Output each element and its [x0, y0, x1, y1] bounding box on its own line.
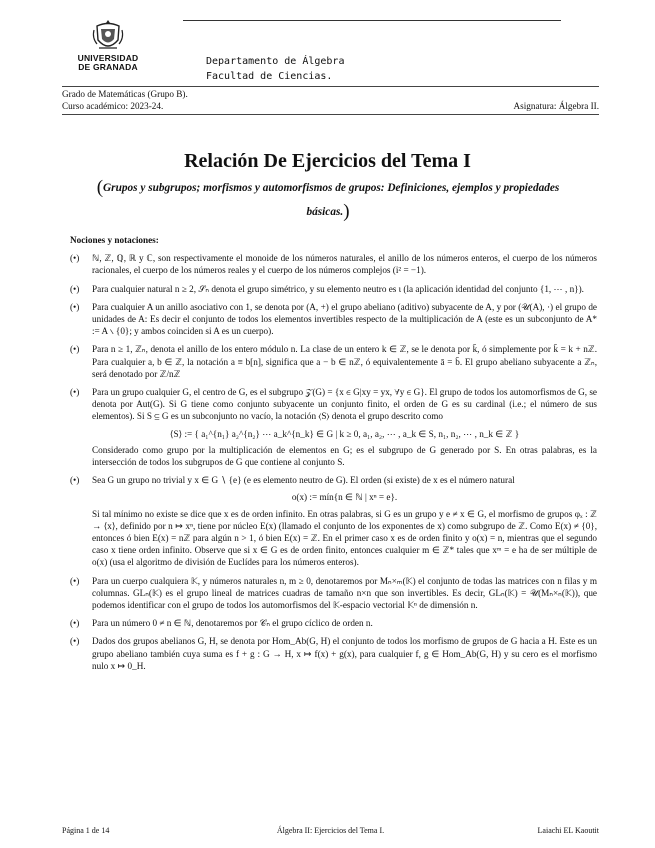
course-year-text: Curso académico: 2023-24.: [62, 101, 164, 111]
section-heading: Nociones y notaciones:: [70, 235, 159, 245]
bullet: (•): [70, 387, 80, 398]
item-text: Dados dos grupos abelianos G, H, se denota por Hom_Ab(G, H) el conjunto de todos los morfismo de grupos de G hacia a H. Este es un grupo abeliano también cuya suma es f + g : G → H, x ↦ f(x) + g(x), para cualquier f, g ∈ Hom_Ab(G, H) y su cero es el morfismo nulo x ↦ 0_H.: [92, 636, 597, 671]
university-name-line2: DE GRANADA: [78, 62, 138, 72]
top-rule: [183, 20, 561, 21]
subtitle-close-paren: ): [343, 201, 350, 222]
list-item: [70, 283, 597, 295]
document-title: Relación De Ejercicios del Tema I: [184, 150, 471, 172]
item-continuation: Considerado como grupo por la multiplicación de elementos en G; es el subgrupo de G generado por S. En otras palabras, es la intersección de todos los subgrupos de G que contiene al conjunto S.: [92, 444, 597, 468]
bullet: (•): [70, 575, 80, 586]
display-formula-generated-subgroup: ⟨S⟩ := { a₁^{n₁} a₂^{n₂} ⋯ a_k^{n_k} ∈ G | k ≥ 0, a₁, a₂, ⋯ , a_k ∈ S, n₁, n₂, ⋯ , n_k ∈ ℤ }: [169, 428, 520, 439]
item-text: ℕ, ℤ, ℚ, ℝ y ℂ, son respectivamente el monoide de los números naturales, el anillo de los números enteros, el cuerpo de los números racionales, el cuerpo de los números reales y el cuerpo de los números complejos (i² = −1).: [92, 253, 597, 276]
item-text: Para un número 0 ≠ n ∈ ℕ, denotaremos por 𝒞ₙ el grupo cíclico de orden n.: [92, 618, 373, 629]
footer-title: Álgebra II: Ejercicios del Tema I.: [276, 826, 385, 835]
list-item: [70, 635, 597, 672]
item-text: Para un cuerpo cualquiera 𝕂, y números naturales n, m ≥ 0, denotaremos por Mₙ×ₘ(𝕂) el conjunto de todas las matrices con n filas y m columnas. GLₙ(𝕂) es el grupo lineal de matrices cuadras de tamaño n×n que son invertibles. Es decir, GLₙ(𝕂) = 𝒰(Mₙ×ₙ(𝕂)), que podemos identificar con el grupo de todos los automorfismos del 𝕂-espacio vectorial 𝕂ⁿ de dimensión n.: [92, 575, 597, 611]
subtitle-open-paren: (: [96, 177, 104, 198]
list-item: [70, 474, 597, 486]
degree-line: [62, 89, 599, 100]
degree-text: Grado de Matemáticas (Grupo B).: [62, 89, 188, 99]
department-name: Departamento de Álgebra: [206, 56, 345, 67]
display-formula-order: o(x) := mín{n ∈ ℕ | xⁿ = e}.: [291, 492, 398, 503]
list-item: [70, 575, 597, 612]
university-logo: [72, 18, 144, 72]
header-rule-bottom: [62, 114, 599, 115]
list-item: [70, 343, 597, 380]
university-name-line1: UNIVERSIDAD: [77, 53, 139, 63]
item-continuation: Si tal mínimo no existe se dice que x es de orden infinito. En otras palabras, si G es un grupo y e ≠ x ∈ G, el morfismo de grupos φₓ : ℤ → ⟨x⟩, definido por n ↦ xⁿ, tiene por núcleo E(x) (llamado el conjunto de los exponentes de x) como subgrupo de ℤ. Como E(x) ≠ {0}, entonces ó bien E(x) = nℤ para algún n > 1, ó bien E(x) = ℤ. En el primer caso x es de orden finito y o(x) = n, mientras que el segundo caso x tiene orden infinito. Observe que si x ∈ G es de orden finito, entonces cualquier m ∈ ℤ* tales que xᵐ = e ha de ser múltiple de o(x) (usa el algoritmo de división de Euclídes para los números enteros).: [92, 508, 597, 568]
bullet: (•): [70, 344, 80, 355]
crest-icon: [91, 18, 125, 54]
department-block: [206, 54, 344, 84]
list-item: [70, 252, 597, 276]
subject-text: Asignatura: Álgebra II.: [513, 101, 599, 111]
bullet: (•): [70, 253, 80, 264]
document-subtitle: [88, 176, 568, 224]
bullet: (•): [70, 618, 80, 629]
item-text: Para cualquier A un anillo asociativo con 1, se denota por (A, +) el grupo abeliano (aditivo) subyacente de A, y por (𝒰(A), ·) el grupo de unidades de A: Es decir el conjunto de todos los elementos invertibles respecto de la multiplicación de A (este es un subconjunto de A* := A ∖ {0}; y ambos coinciden si A es un cuerpo).: [92, 301, 597, 337]
course-line: [62, 101, 599, 112]
item-text: Para un grupo cualquier G, el centro de G, es el subgrupo 𝒵(G) = {x ∈ G|xy = yx, ∀y ∈ G}. El grupo de todos los automorfismos de G, se denota por Aut(G). Si G tiene como conjunto subyacente un conjunto finito, el orden de G es su cardinal (i.e.; el número de sus elementos). Si S ⊆ G es un subconjunto no vacío, la notación ⟨S⟩ denota el grupo descrito como: [92, 387, 597, 422]
list-item: [70, 617, 597, 629]
footer-author: Laiachi EL Kaoutit: [537, 826, 599, 835]
item-text: Para n ≥ 1, ℤₙ, denota el anillo de los entero módulo n. La clase de un entero k ∈ ℤ, se le denota por k̄, ó simplemente por k̄ = k + nℤ. Para cualquier a, b ∈ ℤ, la notación a ≡ b[n], significa que a − b ∈ nℤ, ó equivalentemente ā = b̄. El grupo abeliano subyacente a ℤₙ, será denotado por ℤ/nℤ: [92, 344, 597, 379]
subtitle-text: Grupos y subgrupos; morfismos y automorfismos de grupos: Definiciones, ejemplos y propiedades básicas.: [103, 182, 560, 218]
list-item: [70, 301, 597, 338]
notions-section: [70, 234, 597, 678]
header-rule-top: [62, 86, 599, 87]
bullet: (•): [70, 301, 80, 312]
bullet: (•): [70, 283, 80, 294]
faculty-name: Facultad de Ciencias.: [206, 71, 333, 82]
item-text: Para cualquier natural n ≥ 2, 𝒮ₙ denota el grupo simétrico, y su elemento neutro es ι (la aplicación identidad del conjunto {1, ⋯ , n}).: [92, 283, 584, 294]
bullet: (•): [70, 475, 80, 486]
bullet: (•): [70, 636, 80, 647]
item-text: Sea G un grupo no trivial y x ∈ G ∖ {e} (e es elemento neutro de G). El orden (si existe) de x es el número natural: [92, 475, 515, 486]
list-item: [70, 386, 597, 423]
page-number: Página 1 de 14: [62, 826, 110, 835]
